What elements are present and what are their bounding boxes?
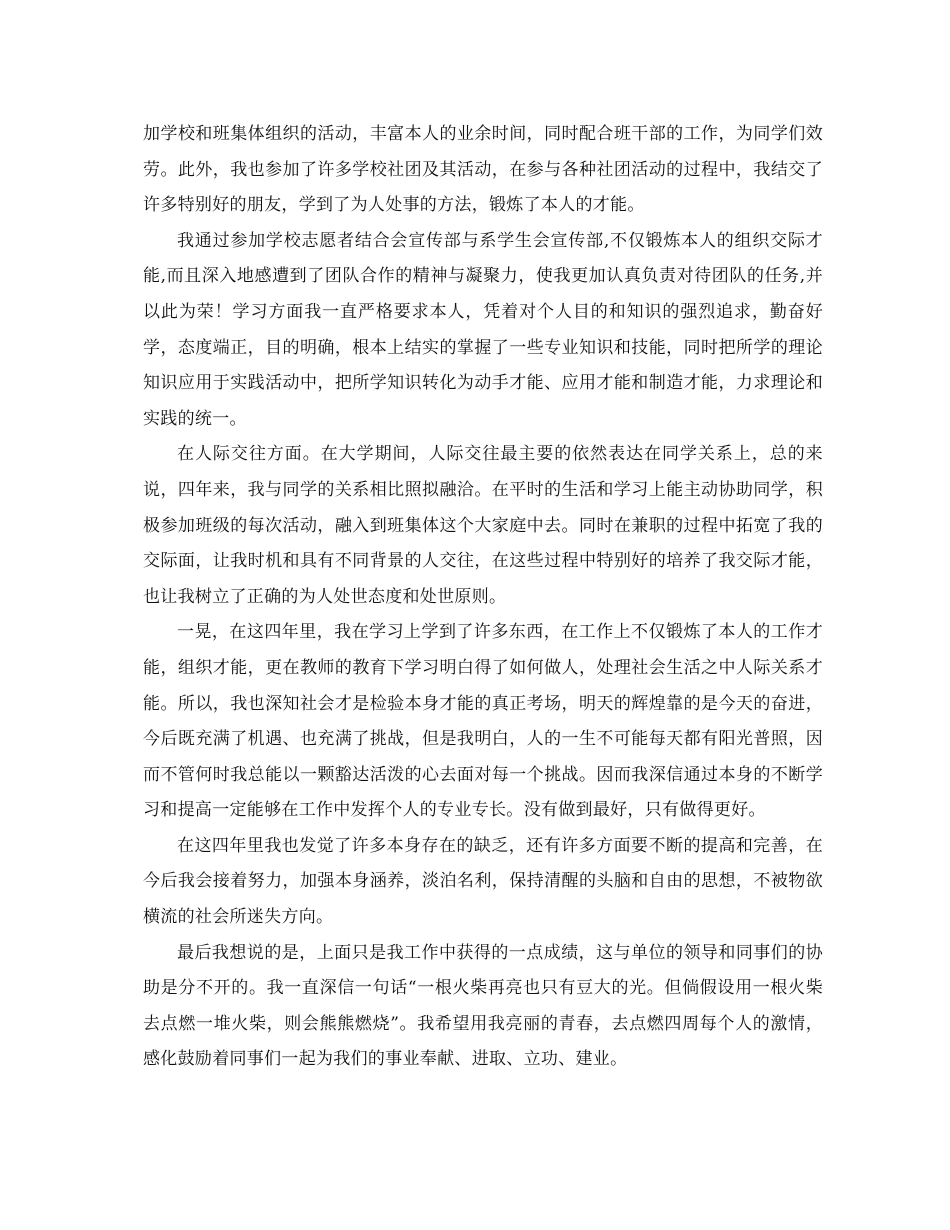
paragraph-3: 在人际交往方面。在大学期间，人际交往最主要的依然表达在同学关系上，总的来说，四年来，我与同学的关系相比照拟融洽。在平时的生活和学习上能主动协助同学，积极参加班级的每次活动，融入到班集体这个大家庭中去。同时在兼职的过程中拓宽了我的交际面，让我时机和具有不同背景的人交往，在这些过程中特别好的培养了我交际才能，也让我树立了正确的为人处世态度和处世原则。 xyxy=(143,444,823,607)
paragraph-4: 一晃，在这四年里，我在学习上学到了许多东西，在工作上不仅锻炼了本人的工作才能，组织才能，更在教师的教育下学习明白得了如何做人，处理社会生活之中人际关系才能。所以，我也深知社会才是检验本身才能的真正考场，明天的辉煌靠的是今天的奋进，今后既充满了机遇、也充满了挑战，但是我明白，人的一生不可能每天都有阳光普照，因而不管何时我总能以一颗豁达活泼的心去面对每一个挑战。因而我深信通过本身的不断学习和提高一定能够在工作中发挥个人的专业专长。没有做到最好，只有做得更好。 xyxy=(143,622,823,821)
document-body xyxy=(143,117,823,1078)
paragraph-1: 加学校和班集体组织的活动，丰富本人的业余时间，同时配合班干部的工作，为同学们效劳。此外，我也参加了许多学校社团及其活动，在参与各种社团活动的过程中，我结交了许多特别好的朋友，学到了为人处事的方法，锻炼了本人的才能。 xyxy=(143,124,823,216)
paragraph-2: 我通过参加学校志愿者结合会宣传部与系学生会宣传部,不仅锻炼本人的组织交际才能,而且深入地感遭到了团队合作的精神与凝聚力，使我更加认真负责对待团队的任务,并以此为荣！学习方面我一直严格要求本人，凭着对个人目的和知识的强烈追求，勤奋好学，态度端正，目的明确，根本上结实的掌握了一些专业知识和技能，同时把所学的理论知识应用于实践活动中，把所学知识转化为动手才能、应用才能和制造才能，力求理论和实践的统一。 xyxy=(143,230,823,429)
paragraph-6: 最后我想说的是，上面只是我工作中获得的一点成绩，这与单位的领导和同事们的协助是分不开的。我一直深信一句话“一根火柴再亮也只有豆大的光。但倘假设用一根火柴去点燃一堆火柴，则会熊熊燃烧”。我希望用我亮丽的青春，去点燃四周每个人的激情，感化鼓励着同事们一起为我们的事业奉献、进取、立功、建业。 xyxy=(143,942,823,1070)
paragraph-5: 在这四年里我也发觉了许多本身存在的缺乏，还有许多方面要不断的提高和完善，在今后我会接着努力，加强本身涵养，淡泊名利，保持清醒的头脑和自由的思想，不被物欲横流的社会所迷失方向。 xyxy=(143,835,823,928)
